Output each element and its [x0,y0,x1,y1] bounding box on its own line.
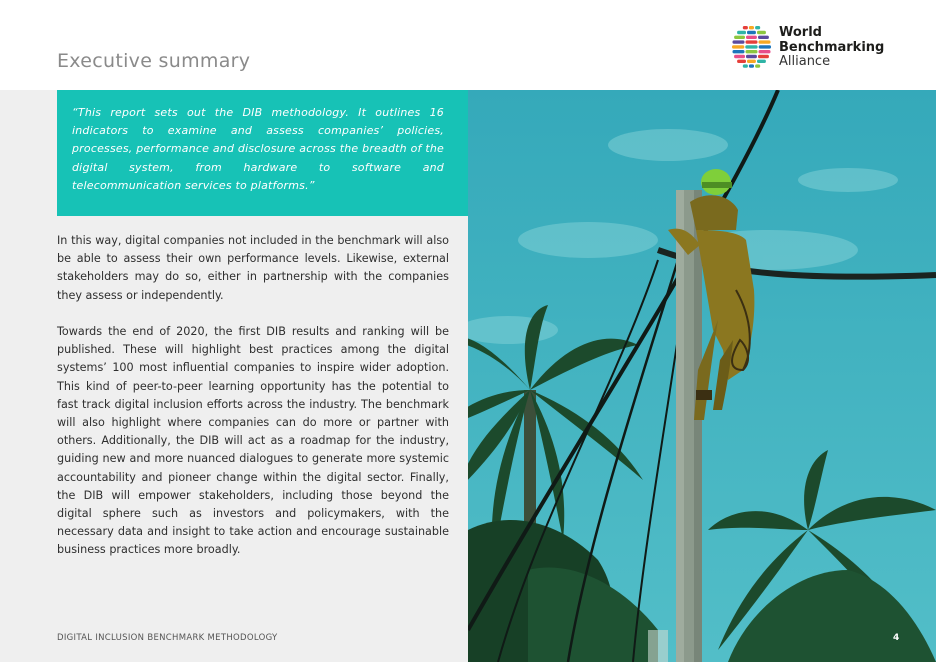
technician-on-pole-photo [468,90,936,662]
logo-line-1: World [779,25,822,40]
page-header [0,0,936,90]
utility-pole [676,190,702,662]
body-paragraph-1: In this way, digital companies not included in the benchmark will also be able to assess their own performance levels. Likewise, external stakeholders may do so, either in partnership with the companies they assess or independently. [57,234,449,302]
logo-wordmark [779,26,884,70]
page-title: Executive summary [57,50,251,72]
footer-document-label: DIGITAL INCLUSION BENCHMARK METHODOLOGY [57,633,278,643]
logo-line-3: Alliance [779,54,831,69]
wba-logo-mark-icon [730,24,774,70]
wba-logo [730,24,920,72]
page-number: 4 [893,633,900,643]
logo-line-2: Benchmarking [779,39,885,55]
body-paragraph-2: Towards the end of 2020, the first DIB results and ranking will be published. These will highlight best practices among the digital systems’ 100 most influential companies to inspire wider adoption. This kind of peer-to-peer learning opportunity has the potential to fast track digital inclusion efforts across the industry. The benchmark will also highlight where companies can do more or partner with others. Additionally, the DIB will act as a roadmap for the industry, guiding new and more nuanced dialogues to generate more systemic accountability and pioneer change within the digital sector. Finally, the DIB will empower stakeholders, including those beyond the digital sphere such as investors and policymakers, with the necessary data and insight to take action and encourage sustainable business practices more broadly. [57,325,449,557]
ground-structure [648,630,668,662]
quote-callout [57,90,468,216]
quote-text: “This report sets out the DIB methodology. It outlines 16 indicators to examine and assess companies’ policies, processes, performance and disclosure across the breadth of the digital system, from hardware to software and telecommunication services to platforms.” [72,106,444,192]
